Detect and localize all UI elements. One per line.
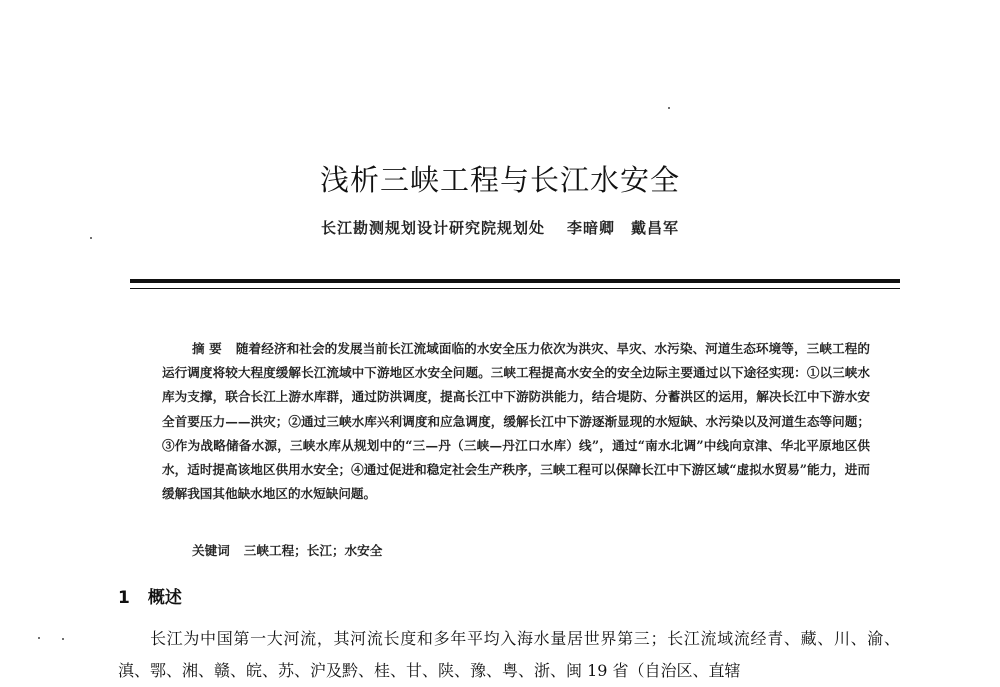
author-line bbox=[0, 217, 1000, 238]
keywords-text: 三峡工程；长江；水安全 bbox=[243, 543, 383, 558]
scan-speck-margin-1 bbox=[38, 637, 40, 639]
header-rule-thick bbox=[130, 279, 900, 283]
abstract-text: 随着经济和社会的发展当前长江流域面临的水安全压力依次为洪灾、旱灾、水污染、河道生态环境等，三峡工程的运行调度将较大程度缓解长江流域中下游地区水安全问题。三峡工程提高水安全的安全边际主要通过以下途径实现：①以三峡水库为支撑，联合长江上游水库群，通过防洪调度，提高长江中下游防洪能力，结合堤防、分蓄洪区的运用，解决长江中下游水安全首要压力——洪灾；②通过三峡水库兴利调度和应急调度，缓解长江中下游逐渐显现的水短缺、水污染以及河道生态等问题；③作为战略储备水源，三峡水库从规划中的“三—丹（三峡—丹江口水库）线”，通过“南水北调”中线向京津、华北平原地区供水，适时提高该地区供用水安全；④通过促进和稳定社会生产秩序，三峡工程可以保障长江中下游区域“虚拟水贸易”能力，进而缓解我国其他缺水地区的水短缺问题。 bbox=[162, 341, 871, 502]
abstract-label: 摘 要 bbox=[192, 341, 222, 356]
paper-title: 浅析三峡工程与长江水安全 bbox=[319, 163, 680, 197]
section-heading bbox=[118, 583, 182, 608]
keywords-label: 关键词 bbox=[192, 543, 230, 558]
author-1: 李暗卿 bbox=[566, 219, 615, 237]
author-2: 戴昌军 bbox=[631, 219, 680, 237]
affiliation: 长江勘测规划设计研究院规划处 bbox=[320, 219, 545, 237]
scan-speck-margin-2 bbox=[62, 638, 64, 640]
abstract bbox=[162, 337, 870, 506]
body-paragraph: 长江为中国第一大河流，其河流长度和多年平均入海水量居世界第三；长江流域流经青、藏、川、渝、滇、鄂、湘、赣、皖、苏、沪及黔、桂、甘、陕、豫、粤、浙、闽 19 省（自治区、直辖 bbox=[118, 629, 900, 680]
section-number: 1 bbox=[118, 588, 130, 608]
keywords-line bbox=[192, 540, 382, 559]
section-title: 概述 bbox=[147, 588, 182, 608]
header-rule-thin bbox=[130, 288, 900, 289]
scan-speck-top bbox=[668, 107, 670, 109]
